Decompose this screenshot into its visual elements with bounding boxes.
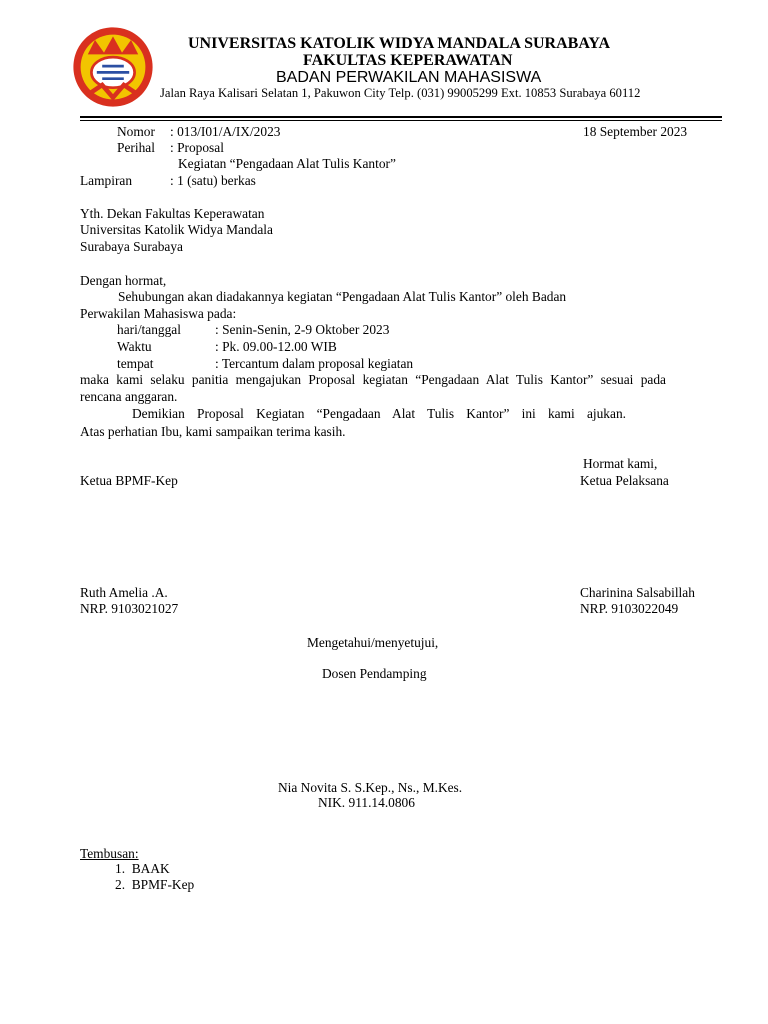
university-logo: [68, 22, 158, 112]
paragraph-line: maka kami selaku panitia mengajukan Proposal kegiatan “Pengadaan Alat Tulis Kantor” sesuai pada: [80, 372, 666, 387]
detail-label: tempat: [117, 356, 154, 371]
recipient-line: Surabaya Surabaya: [80, 239, 183, 254]
approval-line: Mengetahui/menyetujui,: [307, 635, 439, 650]
tembusan-title: Tembusan:: [80, 846, 139, 861]
advisor-role: Dosen Pendamping: [322, 666, 427, 681]
paragraph-line: Demikian Proposal Kegiatan “Pengadaan Alat Tulis Kantor” ini kami ajukan.: [132, 406, 626, 421]
recipient-line: Universitas Katolik Widya Mandala: [80, 222, 273, 237]
lampiran-label: Lampiran: [80, 173, 133, 188]
nomor-value: : 013/I01/A/IX/2023: [170, 124, 281, 139]
paragraph-line: Sehubungan akan diadakannya kegiatan “Pengadaan Alat Tulis Kantor” oleh Badan: [118, 289, 567, 304]
detail-value: : Pk. 09.00-12.00 WIB: [215, 339, 337, 354]
paragraph-line: rencana anggaran.: [80, 389, 178, 404]
tembusan-item: 2. BPMF-Kep: [115, 877, 195, 892]
hormat-kami: Hormat kami,: [583, 456, 658, 471]
perihal-subject: Kegiatan “Pengadaan Alat Tulis Kantor”: [178, 156, 396, 171]
right-signer-name: Charinina Salsabillah: [580, 585, 695, 600]
letter-date: 18 September 2023: [583, 124, 688, 139]
advisor-name: Nia Novita S. S.Kep., Ns., M.Kes.: [278, 780, 463, 795]
detail-value: : Senin-Senin, 2-9 Oktober 2023: [215, 322, 390, 337]
right-signer-role: Ketua Pelaksana: [580, 473, 669, 488]
left-signer-role: Ketua BPMF-Kep: [80, 473, 178, 488]
closing-line: Atas perhatian Ibu, kami sampaikan terima kasih.: [80, 424, 346, 439]
perihal-value: : Proposal: [170, 140, 224, 155]
tembusan-item: 1. BAAK: [115, 861, 170, 876]
lampiran-value: : 1 (satu) berkas: [170, 173, 256, 188]
detail-label: Waktu: [117, 339, 152, 354]
perihal-label: Perihal: [117, 140, 155, 155]
right-signer-nrp: NRP. 9103022049: [580, 601, 679, 616]
nomor-label: Nomor: [117, 124, 155, 139]
left-signer-nrp: NRP. 9103021027: [80, 601, 179, 616]
faculty-name: FAKULTAS KEPERAWATAN: [303, 52, 513, 69]
advisor-nik: NIK. 911.14.0806: [318, 795, 415, 810]
greeting: Dengan hormat,: [80, 273, 167, 288]
detail-label: hari/tanggal: [117, 322, 181, 337]
address-line: Jalan Raya Kalisari Selatan 1, Pakuwon City Telp. (031) 99005299 Ext. 10853 Surabaya 60112: [160, 86, 641, 100]
left-signer-name: Ruth Amelia .A.: [80, 585, 168, 600]
recipient-line: Yth. Dekan Fakultas Keperawatan: [80, 206, 265, 221]
university-name: UNIVERSITAS KATOLIK WIDYA MANDALA SURABAYA: [188, 35, 611, 52]
header-rule: [80, 116, 722, 118]
organization-name: BADAN PERWAKILAN MAHASISWA: [276, 69, 542, 86]
header-rule-thin: [80, 120, 722, 121]
paragraph-line: Perwakilan Mahasiswa pada:: [80, 306, 237, 321]
detail-value: : Tercantum dalam proposal kegiatan: [215, 356, 414, 371]
